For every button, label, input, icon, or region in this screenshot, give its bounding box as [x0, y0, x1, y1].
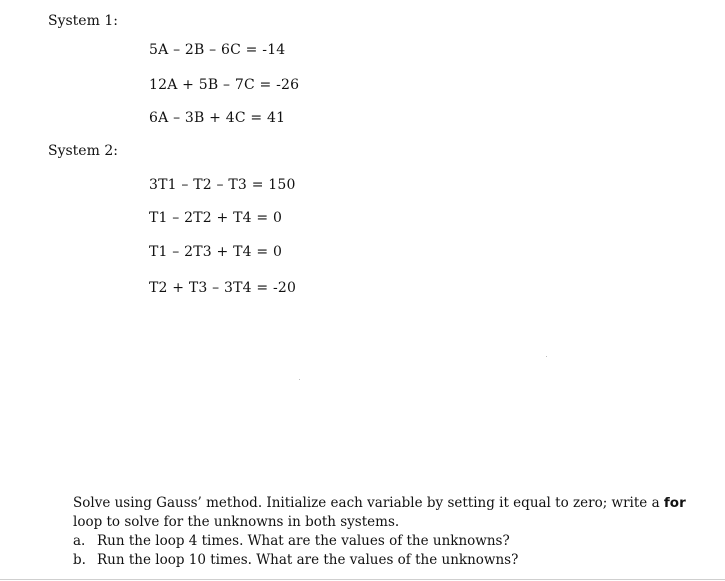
- system-2-equation-2: T1 – 2T2 + T4 = 0: [149, 210, 283, 226]
- problem-statement: [73, 494, 693, 570]
- system-2-equation-3: T1 – 2T3 + T4 = 0: [149, 244, 283, 260]
- scan-speck: [546, 356, 547, 357]
- system-1-equation-2: 12A + 5B – 7C = -26: [149, 77, 300, 93]
- problem-intro: [73, 494, 693, 532]
- page-bottom-rule: [0, 579, 725, 580]
- intro-text-before: Solve using Gauss’ method. Initialize each variable by setting it equal to zero; write a: [73, 495, 664, 511]
- system-2-equation-4: T2 + T3 – 3T4 = -20: [149, 280, 297, 296]
- list-item-text: Run the loop 10 times. What are the values of the unknowns?: [97, 552, 519, 568]
- list-item-text: Run the loop 4 times. What are the values of the unknowns?: [97, 533, 510, 549]
- list-item: [73, 551, 693, 570]
- for-keyword: for: [663, 495, 686, 511]
- system-2-equation-1: 3T1 – T2 – T3 = 150: [149, 177, 296, 193]
- system-1-equation-1: 5A – 2B – 6C = -14: [149, 42, 286, 58]
- list-item: [73, 532, 693, 551]
- scan-speck: [299, 379, 300, 380]
- system-2-label: System 2:: [48, 143, 118, 159]
- list-marker: b.: [73, 552, 86, 568]
- intro-text-after: loop to solve for the unknowns in both systems.: [73, 514, 400, 530]
- list-marker: a.: [73, 533, 86, 549]
- system-1-label: System 1:: [48, 13, 118, 29]
- system-1-equation-3: 6A – 3B + 4C = 41: [149, 110, 286, 126]
